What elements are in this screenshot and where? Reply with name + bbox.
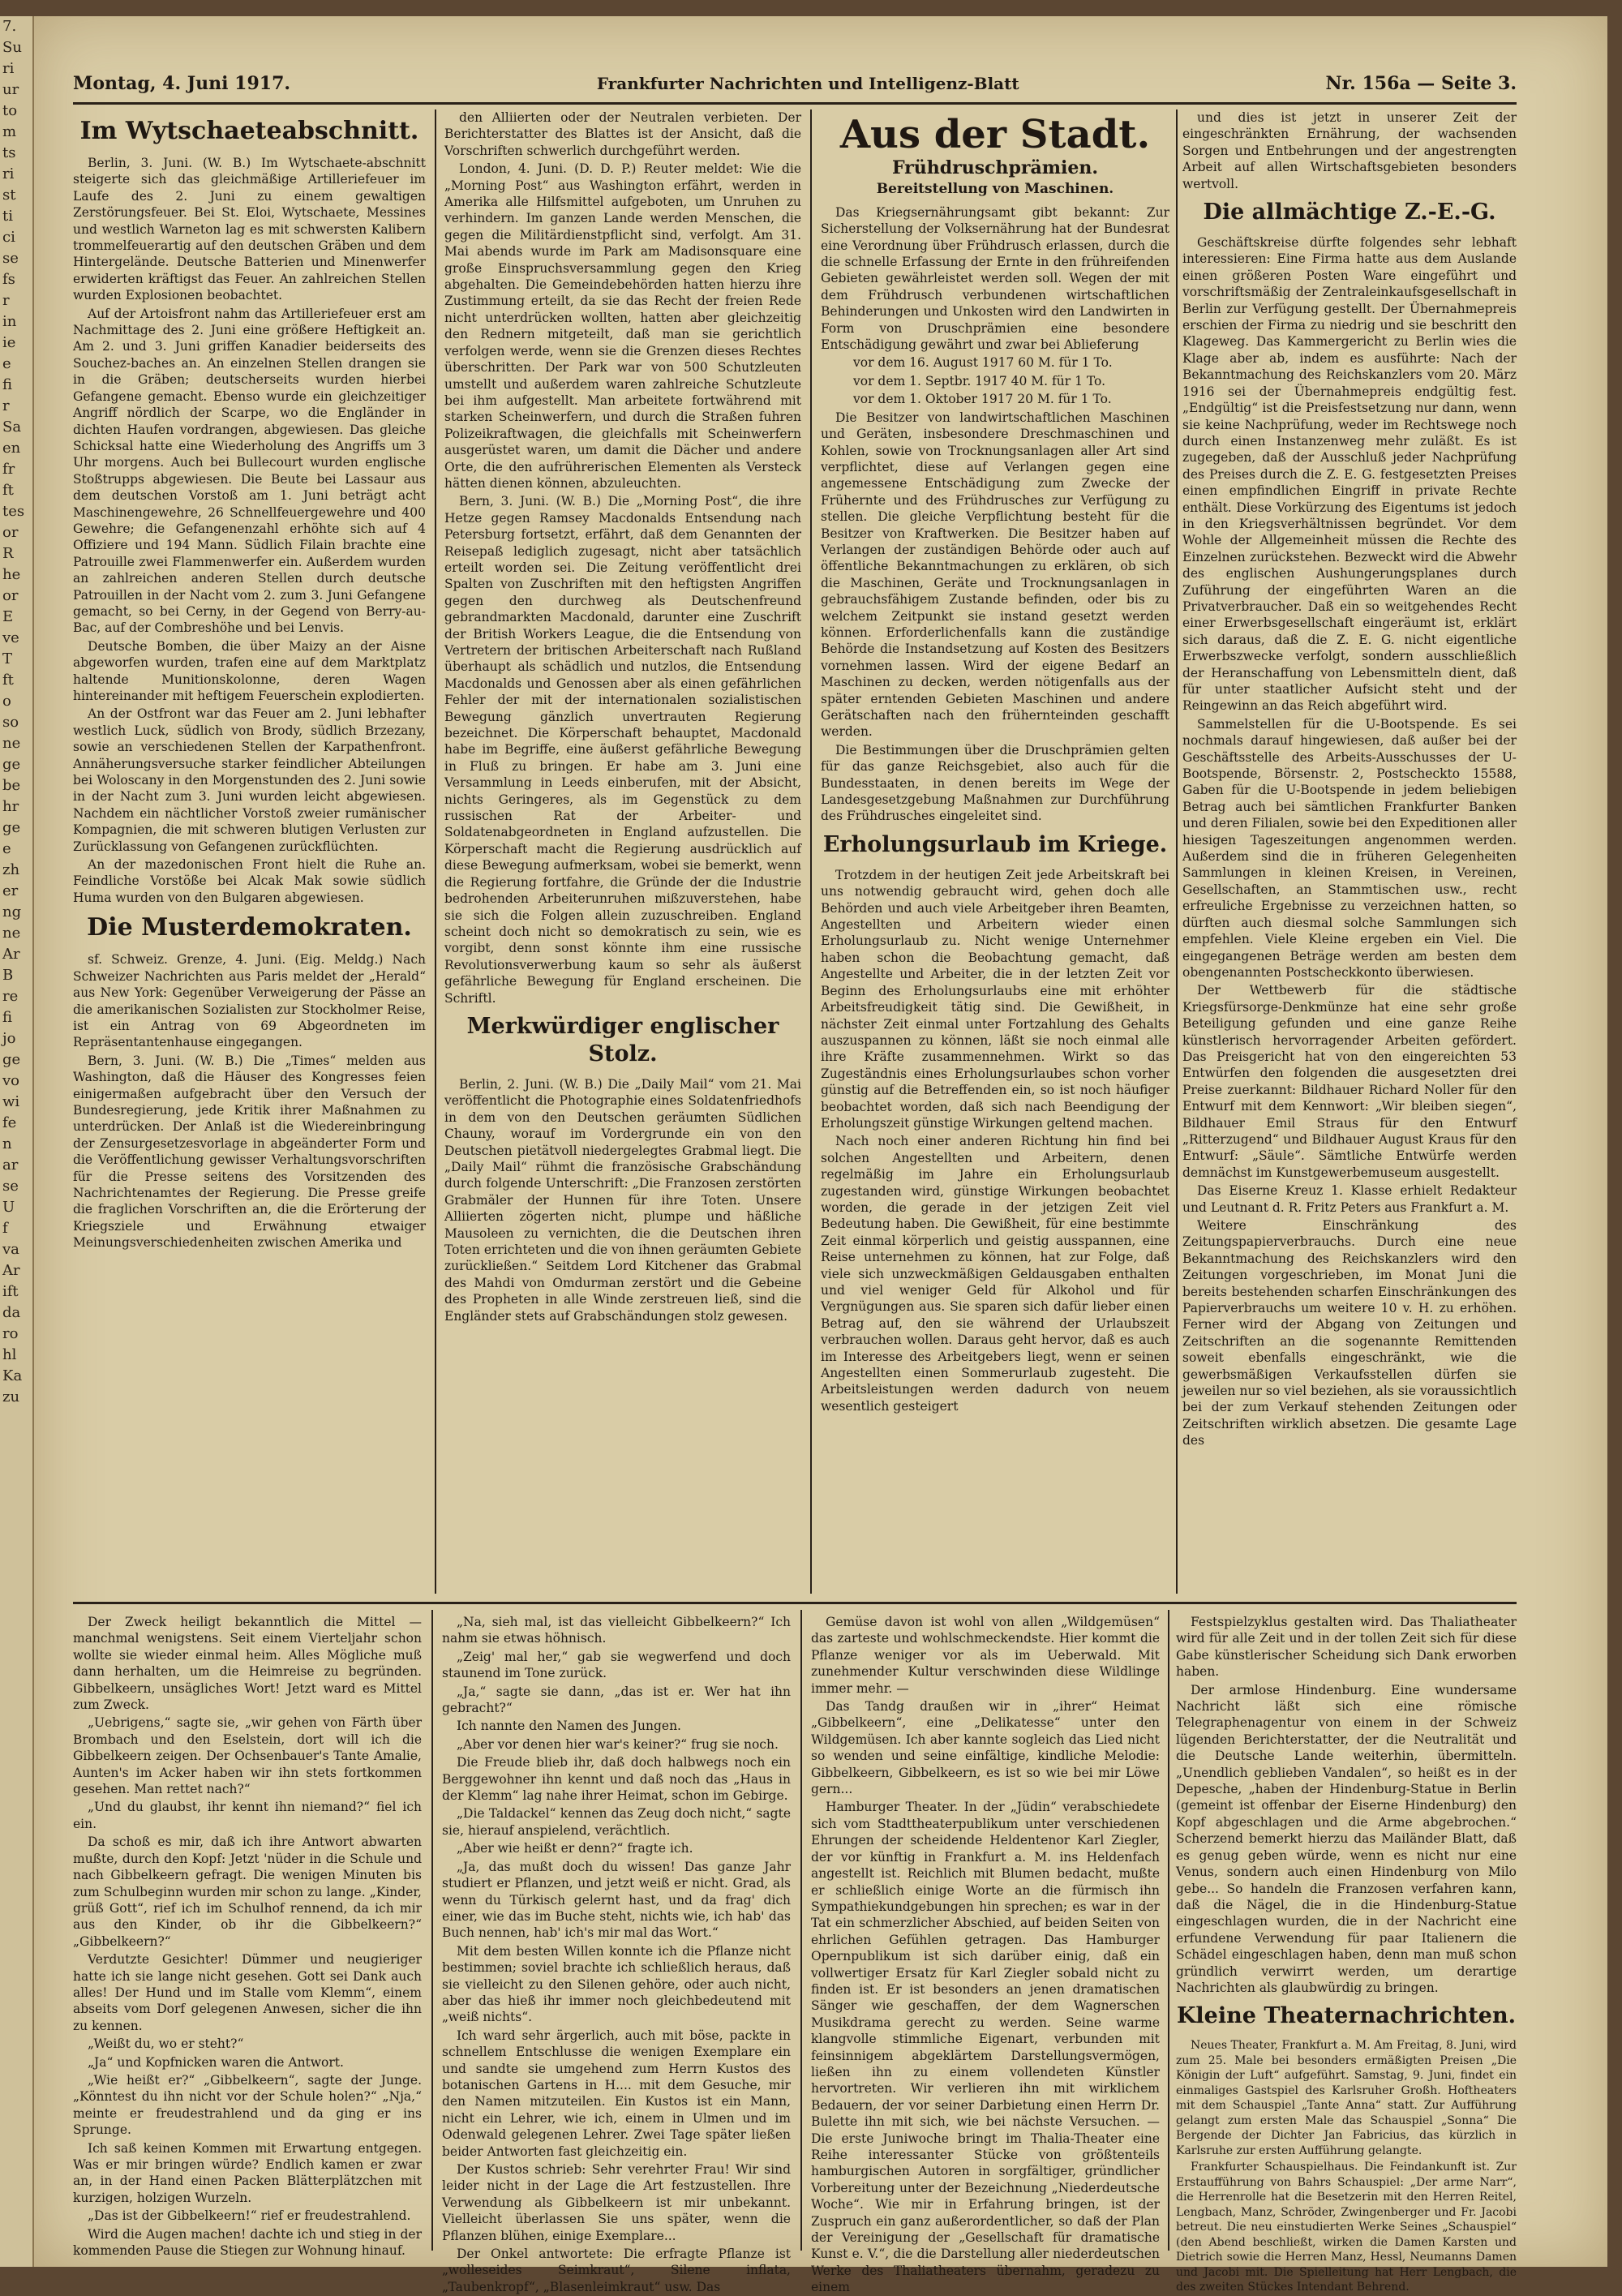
gutter-fragment: e — [2, 840, 11, 857]
article-paragraph: Der Wettbewerb für die städtische Kriegsfürsorge-Denkmünze hat eine sehr große Beteiligung gefunden und eine ganze Reihe künstlerisch hervorragender Arbeiten gefördert. Das Preisgericht hat von den eingereichten 53 Entwürfen den folgenden die ausgesetzten drei Preise zuerkannt: Bildhauer Richard Noller für den Entwurf mit dem Kennwort: „Wir bleiben siegen“, Bildhauer Emil Straus für den Entwurf „Ritterzugend“ und Bildhauer August Kraus für den Entwurf: „Säule“. Sämtliche Entwürfe werden demnächst im Kunstgewerbemuseum ausgestellt. — [1182, 983, 1517, 1180]
article-paragraph: und dies ist jetzt in unserer Zeit der eingeschränkten Ernährung, der wachsenden Sorgen und Entbehrungen und der angestrengten Arbeit auf allen Wirtschaftsgebieten besonders wertvoll. — [1182, 110, 1517, 191]
story-paragraph: Ich nannte den Namen des Jungen. — [457, 1719, 681, 1734]
masthead — [73, 65, 1517, 105]
gutter-fragment: to — [2, 102, 18, 119]
article-paragraph: Hamburger Theater. In der „Jüdin“ verabschiedete sich vom Stadttheaterpublikum unter verschiedenen Ehrungen der scheidende Heldentenor Karl Ziegler, der vor künftig in Frankfurt a. M. ins Heldenfach angestellt ist. Reichlich mit Blumen bedacht, mußte er schließlich einige Worte an die fürmisch ihn Sympathiekundgebungen hin sprechen; es war in der Tat ein schmerzlicher Abschied, auf beiden Seiten von ehrlichen Gefühlen getragen. Das Hamburger Opernpublikum ist sich darüber einig, daß ein vollwertiger Ersatz für Karl Ziegler sobald nicht zu finden ist. Er ist besonders an jenen dramatischen Sänger wie geschaffen, der dem Wagnerschen Musikdrama gerecht zu werden. Seine warme klangvolle stimmliche Eigenart, verbunden mit feinsinnigem abgeklärtem Darstellungsvermögen, ließen ihn zu einem vollendeten Künstler hervortreten. Wir verlieren ihn mit wirklichem Bedauern, der vor seiner Darbietung einen Herrn Dr. Bulette ihn mit sich, wie bei nächste Versuchen. — Die erste Juniwoche bringt im Thalia-Theater eine Reihe interessanter Stücke von größtenteils hamburgischen Autoren in sorgfältiger, gründlicher Vorbereitung unter der Bezeichnung „Niederdeutsche Woche“. Wie mir in Erfahrung bringen, ist der Zuspruch ein ganz außerordentlicher, so daß der Plan der Vereinigung der „Gesellschaft für dramatische Kunst e. V.“, die die Darstellung aller niederdeutschen Werke des Thaliatheaters übernahm, geradezu zu einem — [811, 1800, 1160, 2295]
article-paragraph: den Alliierten oder der Neutralen verbieten. Der Berichterstatter des Blattes ist der Ansicht, daß die Vorschriften schwerlich durchgeführt werden. — [444, 110, 801, 158]
gutter-fragment: he — [2, 566, 21, 583]
story-paragraph: Verdutzte Gesichter! Dümmer und neugieriger hatte ich sie lange nicht gesehen. Gott sei Dank auch alles! Der Hund und im Stalle vom Klemm“, einem abseits vom Dorf gelegenen Anwesen, sicher die ihn zu kennen. — [73, 1952, 422, 2033]
headline: Die Musterdemokraten. — [87, 913, 412, 942]
article-paragraph: Geschäftskreise dürfte folgendes sehr lebhaft interessieren: Eine Firma hatte aus dem Auslande einen größeren Posten Ware eingeführt und vorschriftsmäßig der Zentraleinkaufsgesellschaft in Berlin zur Verfügung gestellt. Der Übernahmepreis erschien der Firma zu niedrig und sie beschritt den Klageweg. Das Kammergericht zu Berlin wies die Klage aber ab, indem es ausführte: Nach der Bekanntmachung des Reichskanzlers vom 20. März 1916 sei der Übernahmepreis endgültig fest. „Endgültig“ ist die Preisfestsetzung nur dann, wenn sie keine Nachprüfung, weder im Rechtswege noch durch einen Instanzenweg mehr zuläßt. Es ist zugegeben, daß der Ausschluß jeder Nachprüfung des Preises durch die Z. E. G. festgesetzten Preises einen empfindlichen Eingriff in private Rechte enthält. Diese Vorkürzung des Eigentums ist jedoch in den Kriegsverhältnissen begründet. Vor dem Wohle der Allgemeinheit müssen die Rechte des Einzelnen zurückstehen. Bezweckt wird die Abwehr des englischen Aushungerungsplanes durch Zuführung der eingeführten Waren an die Privatverbraucher. Daß ein so weitgehendes Recht einer Erwerbsgesellschaft eingeräumt ist, erklärt sich daraus, daß die Z. E. G. nicht eigentliche Erwerbszwecke verfolgt, sondern ausschließlich der Heranschaffung von Lebensmitteln dient, daß für unter staatlicher Aufsicht steht und der Reingewinn an das Reich abgeführt wird. — [1182, 235, 1517, 714]
article-paragraph: Trotzdem in der heutigen Zeit jede Arbeitskraft bei uns notwendig gebraucht wird, gehen doch alle Behörden und auch viele Arbeitgeber ihren Beamten, Angestellten und Arbeitern wieder einen Erholungsurlaub zu. Nicht wenige Unternehmer haben schon die Beobachtung gemacht, daß Angestellte und Arbeiter, die in der letzten Zeit vor Beginn des Erholungsurlaubs eine mit erhöhter Arbeitsfreudigkeit tätig sind. Die Gewißheit, in nächster Zeit einmal unter Fortzahlung des Gehalts auszuspannen zu können, läßt sie noch einmal alle ihre Kräfte zusammennehmen. Wirkt so das Zugeständnis eines Erholungsurlaubes schon vorher günstig auf die Betreffenden ein, so ist noch häufiger beobachtet worden, daß sich nach Beendigung der Erholungszeit günstige Wirkungen geltend machen. — [821, 867, 1169, 1131]
column-rule — [810, 109, 812, 1594]
gutter-fragment: da — [2, 1304, 21, 1321]
headline: Erholungsurlaub im Kriege. — [822, 831, 1168, 857]
gutter-fragment: re — [2, 988, 19, 1005]
gutter-fragment: jo — [2, 1030, 16, 1047]
gutter-fragment: fs — [2, 271, 15, 288]
gutter-fragment: en — [2, 440, 21, 457]
story-paragraph: Der Kustos schrieb: Sehr verehrter Frau! Wir sind leider nicht in der Lage die Art festzustellen. Ihre Verwendung als Gibbelkeern ist mir unbekannt. Vielleicht überlassen Sie uns später, wenn die Pflanzen blühen, einige Exemplare... — [442, 2162, 791, 2243]
gutter-fragment: fr — [2, 461, 15, 478]
story-paragraph: „Ja, das mußt doch du wissen! Das ganze Jahr studiert er Pflanzen, und jetzt weiß er nicht. Grad, als wenn du Türkisch gelernt hast, und da frag' dich einer, wie das im Buche steht, nichts wie, ich hab' das Buch nennen, hab' ich's mir mal das Wort.“ — [442, 1859, 791, 1941]
feuilleton-column-1 — [73, 1614, 422, 2259]
gutter-fragment: tes — [2, 503, 25, 520]
article-paragraph: Neues Theater, Frankfurt a. M. Am Freitag, 8. Juni, wird zum 25. Male bei besonders ermäßigten Preisen „Die Königin der Luft“ aufgeführt. Samstag, 9. Juni, findet ein einmaliges Gastspiel des Karlsruher Großh. Hoftheaters mit dem Schauspiel „Tante Anna“ statt. Zur Aufführung gelangt zum ersten Male das Schauspiel „Sonna“ Die Bergende der Dichter Jan Fabricius, das kürzlich in Karlsruhe zur ersten Aufführung gelangte. — [1176, 2039, 1517, 2157]
gutter-fragment: vo — [2, 1072, 20, 1089]
premium-line: vor dem 1. Oktober 1917 20 M. für 1 To. — [853, 392, 1112, 407]
story-paragraph: Der Zweck heiligt bekanntlich die Mittel — manchmal wenigstens. Seit einem Vierteljahr schon wollte sie wieder einmal heim. Alles Mögliche muß dann herhalten, um die Heimreise zu begründen. Gibbelkeern, unsägliches Wort! Jetzt ward es Mittel zum Zweck. — [73, 1615, 422, 1713]
gutter-fragment: ri — [2, 165, 15, 182]
gutter-fragment: fi — [2, 1009, 13, 1026]
story-paragraph: Gemüse davon ist wohl von allen „Wildgemüsen“ das zarteste und wohlschmeckendste. Hier kommt die Pflanze weniger vor als im Ueberwald. Mit zunehmender Kultur verschwinden diese Wildlinge immer mehr. — — [811, 1615, 1160, 1696]
article-paragraph: Bern, 3. Juni. (W. B.) Die „Times“ melden aus Washington, daß die Häuser des Kongresses feien einigermaßen aufgebracht über den Versuch der Bundesregierung, jede Kritik ihrer Maßnahmen zu unterdrücken. Der Anlaß ist die Wiedereinbringung der Zensurgesetzesvorlage in abgeänderter Form und die Veröffentlichung gewisser Verhaltungsvorschriften für die Presse seitens des Vorsitzenden des Nachrichtenamtes der Regierung. Die Presse greife die fraglichen Vorschriften an, die die Erörterung der Kriegsziele und Erwähnung etwaiger Meinungsverschiedenheiten zwischen Amerika und — [73, 1053, 426, 1251]
gutter-fragment: ng — [2, 903, 22, 921]
gutter-fragment: ts — [2, 144, 16, 161]
story-paragraph: „Zeig' mal her,“ gab sie wegwerfend und doch staunend im Tone zurück. — [442, 1649, 791, 1681]
headline: Merkwürdiger englischer Stolz. — [466, 1013, 779, 1066]
section-headline: Aus der Stadt. — [839, 112, 1151, 157]
article-paragraph: Nach noch einer anderen Richtung hin find bei solchen Angestellten und Arbeitern, denen regelmäßig im Jahre ein Erholungsurlaub zugestanden wird, günstige Wirkungen beobachtet worden, die gerade in der jetzigen Zeit viel Bedeutung haben. Die Gewißheit, für eine bestimmte Zeit einmal körperlich und geistig ausspannen, eine Reise unternehmen zu können, hat zur Folge, daß viele sich unzweckmäßigen Geldausgaben enthalten und viel weniger Geld für Alkohol und für Vergnügungen aus. Sie sparen sich dafür lieber einen Betrag auf, den sie während der Urlaubszeit verbrauchen wollen. Daraus geht hervor, daß es auch im Interesse des Arbeitgebers liegt, wenn er seinen Angestellten einen Sommerurlaub zugesteht. Die Arbeitsleistungen werden dadurch von neuem wesentlich gesteigert — [821, 1134, 1169, 1414]
article-paragraph: Die Bestimmungen über die Druschprämien gelten für das ganze Reichsgebiet, also auch für die Bundesstaaten, in denen bereits im Wege der Landesgesetzgebung Maßnahmen zur Durchführung des Frühdrusches eingeleitet sind. — [821, 742, 1169, 824]
article-paragraph: Das Kriegsernährungsamt gibt bekannt: Zur Sicherstellung der Volksernährung hat der Bundesrat eine Verordnung über Frühdrusch erlassen, durch die die schnelle Erfassung der Ernte in den frühreifenden Gebieten gewährleistet werden soll. Wegen der mit dem Frühdrusch verbundenen wirtschaftlichen Behinderungen und Unkosten wird den Landwirten in Form von Druschprämien eine besondere Entschädigung gewährt und zwar bei Ablieferung — [821, 204, 1169, 353]
gutter-fragment: ge — [2, 756, 21, 773]
headline: Kleine Theaternachrichten. — [1176, 2003, 1517, 2029]
story-paragraph: „Aber wie heißt er denn?“ fragte ich. — [457, 1841, 693, 1856]
article-paragraph: Bern, 3. Juni. (W. B.) Die „Morning Post“, die ihre Hetze gegen Ramsey Macdonalds Entsendung nach Petersburg fortsetzt, erfährt, daß dem Genannten der Reisepaß lediglich zugesagt, nicht aber tatsächlich erteilt worden sei. Die Zeitung veröffentlicht drei Spalten von Zuschriften mit den heftigsten Angriffen gegen den durchweg als Deutschenfreund gebrandmarkten Macdonald, darunter eine Zuschrift der British Workers League, die die Entsendung von Vertretern der britischen Arbeiterschaft nach Rußland überhaupt als schädlich und nutzlos, die Entsendung Macdonalds und Genossen aber als einen gefährlichen Fehler der mit der internationalen sozialistischen Bewegung gänzlich unvertrauten Regierung bezeichnet. Die Körperschaft behauptet, Macdonald habe im Begriffe, eine äußerst gefährliche Bewegung in Fluß zu bringen. Er habe am 3. Juni eine Versammlung in Leeds einberufen, mit der Absicht, nichts Geringeres, als im Gegenstück zu dem russischen Rat der Arbeiter- und Soldatenabgeordneten in England aufzustellen. Die Körperschaft macht die Regierung ausdrücklich auf diese Bewegung aufmerksam, wobei sie bemerkt, wenn die Regierung fortfahre, die Gründe der die Industrie bedrohenden Arbeiterunruhen mißzuverstehen, habe sie sich die Folgen allein zuzuschreiben. England scheint doch nicht so demokratisch zu sein, wie es vorgibt, denn sonst könnte ihm eine russische Revolutionsverwerbung kaum so sehr als äußerst gefährliche Bewegung für England erscheinen. Die Schriftl. — [444, 494, 801, 1006]
gutter-fragment: er — [2, 882, 19, 899]
story-paragraph: „Das ist der Gibbelkeern!“ rief er freudestrahlend. — [88, 2208, 411, 2224]
gutter-fragment: e — [2, 355, 11, 372]
gutter-fragment: ve — [2, 629, 19, 646]
gutter-fragment: or — [2, 587, 19, 604]
gutter-fragment: ge — [2, 819, 21, 836]
gutter-fragment: Ka — [2, 1367, 23, 1384]
column-rule — [435, 109, 436, 1594]
gutter-fragment: zu — [2, 1388, 20, 1405]
gutter-fragment: r — [2, 292, 10, 309]
gutter-fragment: m — [2, 123, 17, 140]
headline: Die allmächtige Z.-E.-G. — [1203, 200, 1496, 225]
article-paragraph: Festspielzyklus gestalten wird. Das Thaliatheater wird für alle Zeit und in der tollen Zeit sich für diese Gabe künstlerischer Scheidung sich Dank erworben haben. — [1176, 1615, 1517, 1680]
gutter-fragment: U — [2, 1199, 15, 1216]
article-paragraph: London, 4. Juni. (D. D. P.) Reuter meldet: Wie die „Morning Post“ aus Washington erfährt, werden in Amerika alle Hilfsmittel aufgeboten, um Unruhen zu verhindern. Im ganzen Lande werden Menschen, die gegen die Militärdienstpflicht sind, verfolgt. Am 31. Mai abends wurde im Park am Madisonsquare eine große Einspruchsversammlung gegen den Krieg abgehalten. Die Gemeindebehörden hatten hierzu ihre Zustimmung erteilt, da sie das Recht der freien Rede nicht unterdrücken wollten, hatten aber gleichzeitig den Rednern mitgeteilt, daß man sie gerichtlich verfolgen werde, wenn sie die Grenzen dieses Rechtes überschritten. Der Park war von 500 Schutzleuten umstellt und außerdem waren zahlreiche Schutzleute bei ihm aufgestellt. Man arbeitete fortwährend mit starken Scheinwerfern, und durch die Straßen fuhren Polizeikraftwagen, die gleichfalls mit Scheinwerfern ausgerüstet waren, um damit die Dächer und andere Orte, die den aufrührerischen Elementen als Versteck hätten dienen können, abzuleuchten. — [444, 161, 801, 491]
gutter-fragment: ft — [2, 672, 14, 689]
gutter-fragment: in — [2, 313, 17, 330]
gutter-fragment: fe — [2, 1114, 17, 1131]
gutter-fragment: ie — [2, 334, 16, 351]
gutter-fragment: Ar — [2, 946, 20, 963]
story-paragraph: „Ja“ und Kopfnicken waren die Antwort. — [88, 2054, 344, 2070]
column-2 — [444, 109, 801, 1602]
gutter-fragment: so — [2, 714, 19, 731]
story-paragraph: „Weißt du, wo er steht?“ — [88, 2036, 244, 2052]
story-paragraph: Der Onkel antwortete: Die erfragte Pflanze ist „wolleseides Seimkraut“, Silene inflata, „Taubenkropf“, „Blasenleimkraut“ usw. Das — [442, 2247, 791, 2294]
story-paragraph: „Na, sieh mal, ist das vielleicht Gibbelkeern?“ Ich nahm sie etwas höhnisch. — [442, 1615, 791, 1646]
gutter-fragment: f — [2, 1220, 8, 1237]
article-paragraph: Weitere Einschränkung des Zeitungspapierverbrauchs. Durch eine neue Bekanntmachung des Reichskanzlers wird den Zeitungen vorgeschrieben, im Monat Juni die bereits bestehenden scharfen Einschränkungen des Papierverbrauchs um weitere 10 v. H. zu erhöhen. Ferner wird der Abgang von Zeitungen und Zeitschriften an die sogenannte Remittenden soweit ebenfalls eingeschränkt, wie die gewerbsmäßigen Verkaufsstellen dürfen sie jeweilen nur so viel beziehen, als sie voraussichtlich bei der zum Verkauf stehenden Zeitungen oder Zeitschriften wirklich absetzen. Die gesamte Lage des — [1182, 1218, 1517, 1448]
headline: Im Wytschaeteabschnitt. — [79, 117, 419, 145]
story-paragraph: „Und du glaubst, ihr kennt ihn niemand?“ fiel ich ein. — [73, 1800, 422, 1831]
article-paragraph: Berlin, 2. Juni. (W. B.) Die „Daily Mail“ vom 21. Mai veröffentlicht die Photographie eines Soldatenfriedhofs in dem von den Deutschen geräumten Südlichen Chauny, worauf im Vordergrunde ein von den Deutschen pietätvoll niedergelegtes Grabmal liegt. Die „Daily Mail“ rühmt die französische Grabschändung durch folgende Unterschrift: „Die Franzosen zerstörten Grabmäler der Hunnen für ihre Toten. Unsere Alliierten zögerten nicht, plumpe und häßliche Mausoleen zu vernichten, die die Deutschen ihren Toten errichteten und die von ihnen geräumten Gebiete zurückließen.“ Seitdem Lord Kitchener das Grabmal des Mahdi von Omdurman zerstört und die Gebeine des Propheten in alle Winde zerstreuen ließ, sind die Engländer stets auf Grabschändungen stolz gewesen. — [444, 1076, 801, 1324]
article-paragraph: An der mazedonischen Front hielt die Ruhe an. Feindliche Vorstöße bei Alcak Mak sowie südlich Huma wurden von den Bulgaren abgewiesen. — [73, 857, 426, 905]
article-paragraph: An der Ostfront war das Feuer am 2. Juni lebhafter westlich Luck, südlich von Brody, südlich Brzezany, sowie an verschiedenen Stellen der Karpathenfront. Annäherungsversuche starker feindlicher Abteilungen bei Woloscany in den Morgenstunden des 2. Juni sowie in der Nacht zum 3. Juni wurden leicht abgewiesen. Nachdem ein nächtlicher Vorstoß zweier rumänischer Kompagnien, die mit schweren blutigen Verlusten zur Zurücklassung von Gefangenen zurückflüchten. — [73, 706, 426, 854]
gutter-fragment: R — [2, 545, 14, 562]
article-paragraph: Sammelstellen für die U-Bootspende. Es sei nochmals darauf hingewiesen, daß außer bei der Geschäftsstelle des Arbeits-Ausschusses der U-Bootspende, Börsenstr. 2, Postscheckto 15588, Gaben für die U-Bootspende in jedem beliebigen Betrag auch bei sämtlichen Frankfurter Banken und deren Filialen, sowie bei den Expeditionen aller hiesigen Tageszeitungen angenommen werden. Außerdem sind die in früheren Gelegenheiten Sammlungen in kleinen Kreisen, in Vereinen, Gesellschaften, an Stammtischen usw., recht erfreuliche Ergebnisse zu verzeichnen hatten, so dürften auch diesmal solche Sammlungen sich empfehlen. Viele Kleine ergeben ein Viel. Die eingegangenen Beträge werden am besten dem obengenannten Postscheckkonto überwiesen. — [1182, 716, 1517, 980]
premium-line: vor dem 16. August 1917 60 M. für 1 To. — [853, 355, 1113, 371]
gutter-fragment: wi — [2, 1093, 20, 1110]
gutter-fragment: ft — [2, 482, 14, 499]
subheadline: Frühdruschprämien. — [891, 157, 1099, 178]
gutter-fragment: ift — [2, 1283, 19, 1300]
issue-date: Montag, 4. Juni 1917. — [73, 73, 291, 94]
gutter-fragment: Sa — [2, 418, 22, 436]
gutter-fragment: fi — [2, 376, 13, 393]
article-paragraph: Berlin, 3. Juni. (W. B.) Im Wytschaete-abschnitt steigerte sich das gleichmäßige Artilleriefeuer im Laufe des 2. Juni zu einem gewaltigen Zerstörungsfeuer. Bei St. Eloi, Wytschaete, Messines und westlich Warneton lag es mit schwersten Kalibern trommelfeuerartig auf den deutschen Gräben und dem Hintergelände. Deutsche Batterien und Minenwerfer erwiderten kräftigst das Feuer. An zahlreichen Stellen wurden Explosionen beobachtet. — [73, 156, 426, 303]
gutter-fragment: ar — [2, 1157, 19, 1174]
story-paragraph: Mit dem besten Willen konnte ich die Pflanze nicht bestimmen; soviel brachte ich schließlich heraus, daß sie vielleicht zu den Silenen gehöre, oder auch nicht, aber das hieß ihr immer noch gleichbedeutend mit „weiß nichts“. — [442, 1943, 791, 2025]
gutter-fragment: o — [2, 693, 11, 710]
gutter-fragment: be — [2, 777, 21, 794]
story-paragraph: „Uebrigens,“ sagte sie, „wir gehen von Färth über Brombach und den Eselstein, dort will ich die Gibbelkeern zeigen. Der Ochsenbauer's Tante Amalie, Aunten's im Acker haben wir ihn stets fortkommen gesehen. Man rettet nach?“ — [73, 1715, 422, 1797]
gutter-fragment: ro — [2, 1325, 19, 1342]
gutter-fragment: E — [2, 608, 14, 625]
story-paragraph: „Wie heißt er?“ „Gibbelkeern“, sagte der Junge. „Könntest du ihn nicht vor der Schule holen?“ „Nja,“ meinte er freudestrahlend und da ging er ins Sprunge. — [73, 2072, 422, 2138]
story-paragraph: Ich saß keinen Kommen mit Erwartung entgegen. Was er mir bringen würde? Endlich kamen er zwar an, in der Hand einen Packen Blätterplätzchen mit kurzigen, holzigen Wurzeln. — [73, 2140, 422, 2205]
newspaper-title: Frankfurter Nachrichten und Intelligenz-Blatt — [596, 74, 1019, 93]
gutter-fragment: B — [2, 967, 14, 984]
gutter-fragment: hl — [2, 1346, 17, 1363]
gutter-fragment: ne — [2, 735, 21, 752]
story-paragraph: Ich ward sehr ärgerlich, auch mit böse, packte in schnellem Entschlusse die wenigen Exemplare ein und sandte sie umgehend zum Herrn Kustos des botanischen Gartens in H.... mit dem Gesuche, mir den Namen mitzuteilen. Ein Kustos ist ein Mann, nicht ein Lehrer, wie ich, einem in Ulmen und im Odenwald gelegenen Lehrer. Zwei Tage später ließen beider Antworten fast gleichzeitig ein. — [442, 2028, 791, 2159]
gutter-fragment: Ar — [2, 1262, 20, 1279]
premium-line: vor dem 1. Septbr. 1917 40 M. für 1 To. — [853, 373, 1105, 388]
article-paragraph: Das Eiserne Kreuz 1. Klasse erhielt Redakteur und Leutnant d. R. Fritz Peters aus Frankfurt a. M. — [1182, 1183, 1517, 1215]
article-paragraph: Der armlose Hindenburg. Eine wundersame Nachricht läßt sich eine römische Telegraphenagentur von einem in der Schweiz lügenden Berichterstatter, der die Neutralität und die Deutsche Lande weiterhin, übermitteln. „Unendlich geblieben Vandalen“, so heißt es in der Depesche, „haben der Hindenburg-Statue in Berlin (gemeint ist offenbar der Eiserne Hindenburg) den Kopf abgeschlagen und die Arme abgebrochen.“ Scherzend bemerkt hierzu das Mailänder Blatt, daß es genug geben würde, wenn es nicht nur eine Venus, sondern auch einen Hindenburg von Milo gebe... So handeln die Franzosen verfahren kann, daß die Nägel, die in die Hindenburg-Statue eingeschlagen wurden, die in der Nachricht eine erfundene Verwendung für paar Italienern die Schädel eingeschlagen haben, denn man muß schon gründlich verwirrt werden, um derartige Nachrichten als glaubwürdig zu bringen. — [1176, 1682, 1517, 1995]
gutter-fragment: st — [2, 187, 16, 204]
gutter-fragment: ti — [2, 208, 13, 225]
article-paragraph: Frankfurter Schauspielhaus. Die Feindankunft ist. Zur Erstaufführung von Bahrs Schauspiel: „Der arme Narr“, die Herrenrolle hat die Besetzerin mit den Herren Reitel, Lengbach, Manz, Schröder, Zwingenberger und Fr. Jacobi betreut. Die neu einstudierten Werke Seines „Schauspiel“ (den Abend beschließt, wirken die Damen Karsten und Dietrich sowie die Herren Manz, Hessl, Neumanns Damen und Jacobi mit. Die Spielleitung hat Herr Lengbach, die des zweiten Stückes Intendant Behrend. — [1176, 2161, 1517, 2294]
feuilleton-column-2 — [442, 1614, 791, 2294]
story-paragraph: „Ja,“ sagte sie dann, „das ist er. Wer hat ihn gebracht?“ — [442, 1684, 791, 1716]
gutter-fragment: se — [2, 1178, 19, 1195]
column-3 — [821, 109, 1169, 1602]
story-paragraph: „Aber vor denen hier war's keiner?“ frug sie noch. — [457, 1736, 779, 1752]
column-rule — [1176, 109, 1178, 1594]
story-paragraph: Die Freude blieb ihr, daß doch halbwegs noch ein Berggewohner ihn kennt und daß noch das „Haus in der Klemm“ lag nahe ihrer Heimat, schon im Gebirge. — [442, 1755, 791, 1804]
story-paragraph: Da schoß es mir, daß ich ihre Antwort abwarten mußte, durch den Kopf: Jetzt 'nüder in die Schule und nach Gibbelkeern gefragt. Die wenigen Minuten bis zum Schulbeginn wurden mir schon zu lange. „Kinder, grüß Gott“, rief ich im Schulhof rennend, da ich mir aus den Kinder, ob ihr die Gibbelkeern?“ „Gibbelkeern?“ — [73, 1835, 422, 1949]
story-paragraph: Das Tandg draußen wir in „ihrer“ Heimat „Gibbelkeern“, eine „Delikatesse“ unter den Wildgemüsen. Ich aber kannte sogleich das Lied nicht so wenden und seine einfältige, kindliche Melodie: Gibbelkeern, Gibbelkeern, es ist so wie bei mir Löwe gern... — [811, 1699, 1160, 1797]
gutter-fragment: n — [2, 1135, 12, 1152]
gutter-fragment: ne — [2, 925, 21, 942]
column-rule — [431, 1610, 433, 2251]
feuilleton-column-4 — [1176, 1614, 1517, 2294]
gutter-fragment: 7. — [2, 18, 17, 35]
kicker: Bereitstellung von Maschinen. — [876, 181, 1114, 198]
column-4 — [1182, 109, 1517, 1602]
gutter-fragment: zh — [2, 861, 20, 878]
story-paragraph: Wird die Augen machen! dachte ich und stieg in der kommenden Pause die Stiegen zur Wohnung hinauf. — [73, 2226, 422, 2259]
gutter-fragment: or — [2, 524, 19, 541]
article-paragraph: sf. Schweiz. Grenze, 4. Juni. (Eig. Meldg.) Nach Schweizer Nachrichten aus Paris meldet der „Herald“ aus New York: Gegenüber Verweigerung der Pässe an die amerikanischen Sozialisten zur Stockholmer Reise, ist ein Antrag von 69 Abgeordneten im Repräsentantenhause eingegangen. — [73, 952, 426, 1050]
article-paragraph: Auf der Artoisfront nahm das Artilleriefeuer erst am Nachmittage des 2. Juni eine größere Heftigkeit an. Am 2. und 3. Juni griffen Kanadier beiderseits des Souchez-baches an. An einzelnen Stellen drangen sie in die Gräben; deutscherseits wurden hierbei Gefangene gemacht. Ebenso wurde ein gleichzeitiger Angriff nördlich der Scarpe, wo die Engländer in dichten Haufen vordrangen, abgewiesen. Das gleiche Schicksal hatte eine Wiederholung des Angriffs um 3 Uhr morgens. Auch bei Bullecourt wurden englische Stoßtrupps abgewiesen. Die Beute bei Lassaur aus dem deutschen Vorstoß am 1. Juni beträgt acht Maschinengewehre, 26 Schnellfeuergewehre und 400 Gewehre; die Gefangenenzahl erhöhte sich auf 4 Offiziere und 194 Mann. Südlich Filain brachte eine Patrouille zwei Flammenwerfer ein. Außerdem wurden an zahlreichen anderen Stellen durch deutsche Patrouillen in der Nacht vom 2. zum 3. Juni Gefangene gemacht, so bei Cerny, in der Gegend von Berry-au-Bac, auf der Combreshöhe und bei Lenvis. — [73, 306, 426, 636]
gutter-fragment: ri — [2, 60, 15, 77]
left-gutter-previous-page — [0, 16, 35, 2267]
gutter-fragment: ge — [2, 1051, 21, 1068]
gutter-fragment: ci — [2, 229, 15, 246]
gutter-fragment: Su — [2, 39, 22, 56]
gutter-fragment: T — [2, 650, 13, 667]
column-1 — [73, 109, 426, 1602]
article-paragraph: Deutsche Bomben, die über Maizy an der Aisne abgeworfen wurden, trafen eine auf dem Marktplatz haltende Munitionskolonne, deren Wagen hintereinander mit heftigem Feuerschein explodierten. — [73, 638, 426, 703]
gutter-fragment: va — [2, 1241, 19, 1258]
gutter-fragment: hr — [2, 798, 19, 815]
feuilleton-separator — [73, 1602, 1517, 1604]
gutter-fragment: ur — [2, 81, 19, 98]
column-rule — [800, 1610, 802, 2251]
page-number: Nr. 156a — Seite 3. — [1325, 73, 1517, 94]
gutter-fragment: se — [2, 250, 19, 267]
article-paragraph: Die Besitzer von landwirtschaftlichen Maschinen und Geräten, insbesondere Dreschmaschinen und Kohlen, sowie von Trocknungsanlagen aller Art sind verpflichtet, diese auf Verlangen gegen eine angemessene Entschädigung zum Zwecke der Frühernte und des Frühdrusches zur Verfügung zu stellen. Die gleiche Verpflichtung besteht für die Besitzer von Kraftwerken. Die Besitzer haben auf Verlangen der zuständigen Behörde oder auch auf öffentliche Bekanntmachungen zu erklären, ob sich die Maschinen, Geräte und Trocknungsanlagen in gebrauchsfähigem Zustande befinden, oder bis zu welchem Zeitpunkt sie instand gesetzt werden können. Erforderlichenfalls kann die zuständige Behörde die Instandsetzung auf Kosten des Besitzers vornehmen lassen. Wird der eigene Bedarf an Maschinen zu decken, werden nötigenfalls aus der später erntenden Gebieten Maschinen und andere Gerätschaften nach den frühernteinden geschafft werden. — [821, 410, 1169, 740]
column-rule — [1168, 1610, 1169, 2251]
feuilleton-column-3 — [811, 1614, 1160, 2295]
gutter-fragment: r — [2, 397, 10, 414]
story-paragraph: „Die Taldackel“ kennen das Zeug doch nicht,“ sagte sie, hierauf anspielend, verächtlich. — [442, 1806, 791, 1838]
